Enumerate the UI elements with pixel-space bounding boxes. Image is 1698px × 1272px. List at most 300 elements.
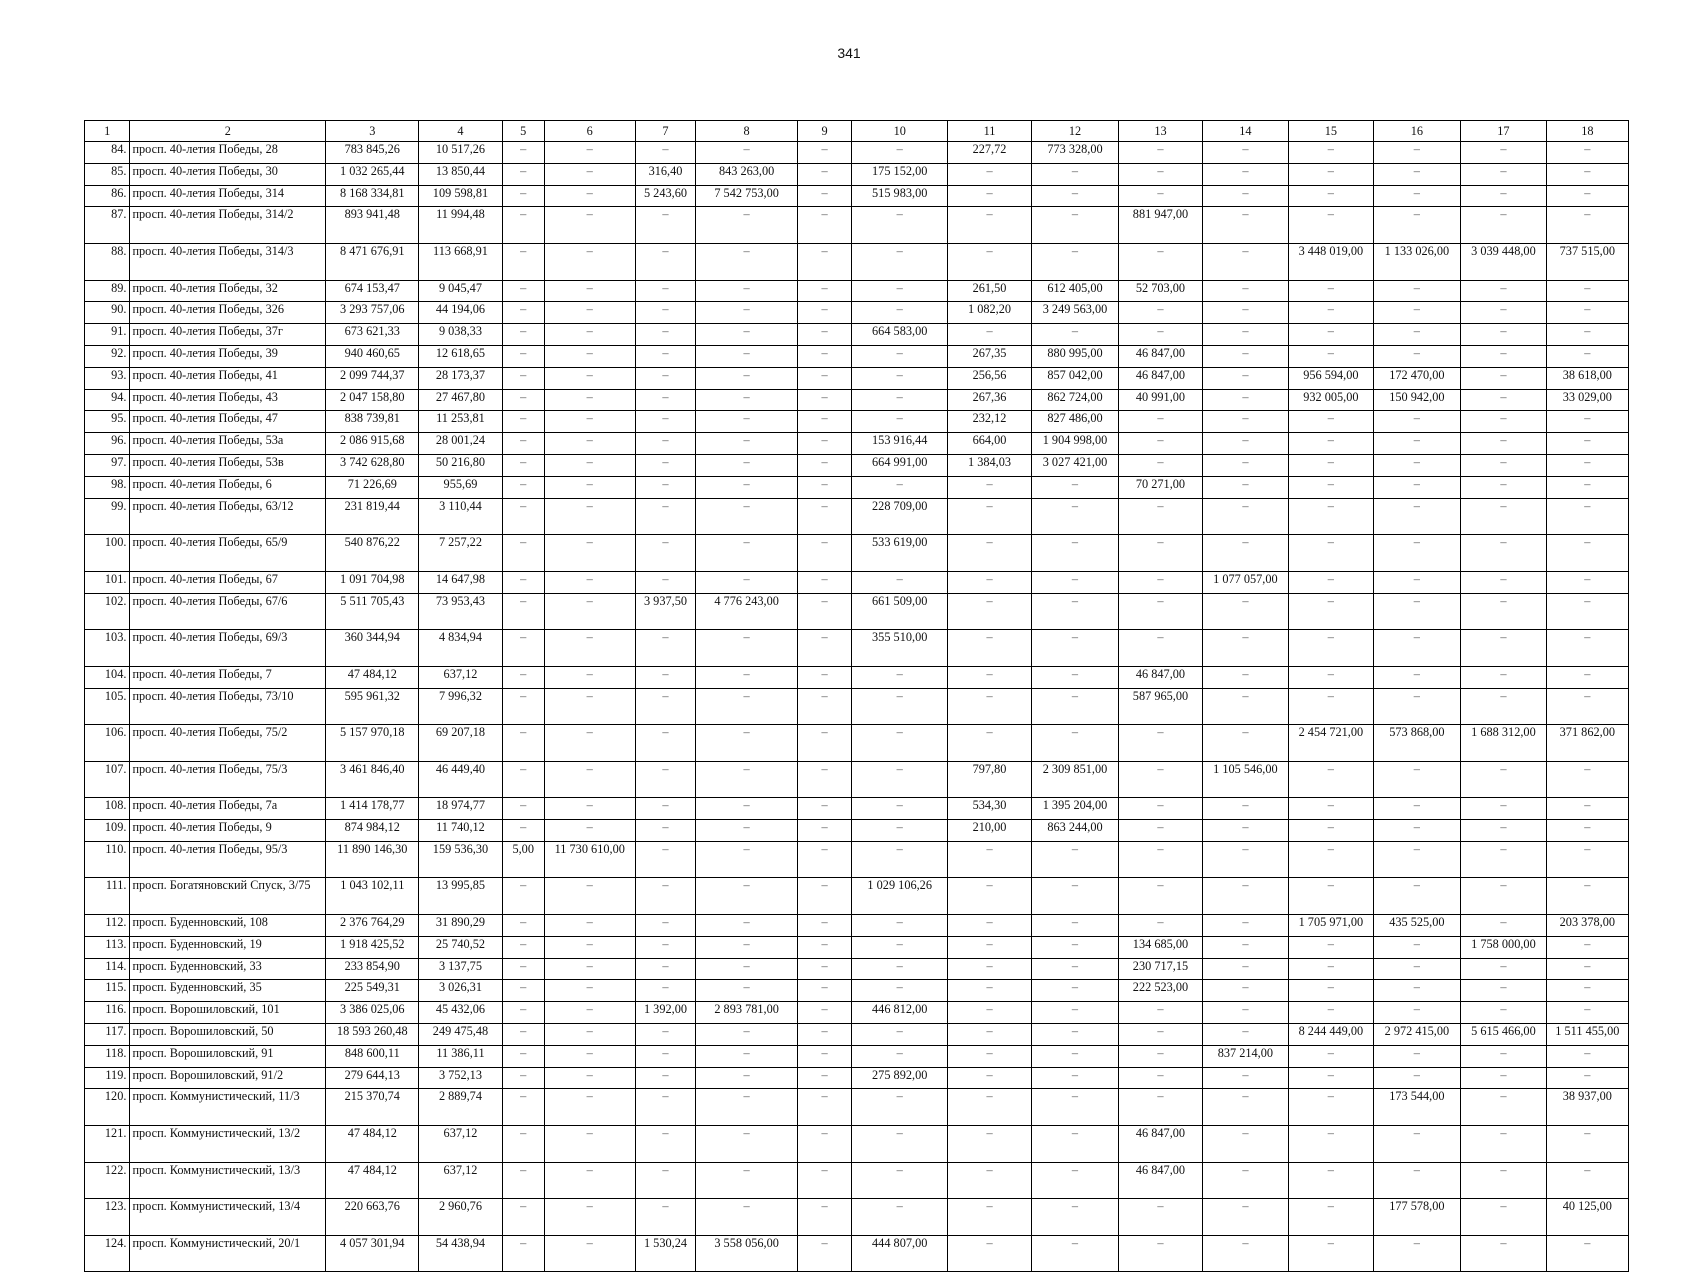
amount-cell: 45 432,06: [419, 1002, 502, 1024]
amount-cell: –: [1373, 345, 1461, 367]
amount-cell: –: [1546, 535, 1628, 572]
amount-cell: 8 168 334,81: [326, 185, 419, 207]
amount-cell: –: [1031, 476, 1119, 498]
amount-cell: –: [544, 163, 635, 185]
amount-cell: 3 448 019,00: [1289, 243, 1373, 280]
amount-cell: –: [1461, 302, 1546, 324]
amount-cell: –: [1119, 185, 1202, 207]
amount-cell: –: [1031, 571, 1119, 593]
amount-cell: –: [696, 1024, 798, 1046]
amount-cell: 12 618,65: [419, 345, 502, 367]
table-row: [85, 1024, 1629, 1046]
amount-cell: 230 717,15: [1119, 958, 1202, 980]
amount-cell: –: [1461, 1162, 1546, 1199]
amount-cell: –: [797, 389, 851, 411]
amount-cell: 1 043 102,11: [326, 878, 419, 915]
amount-cell: –: [852, 688, 948, 725]
amount-cell: –: [1546, 302, 1628, 324]
address-cell: просп. Буденновский, 108: [130, 915, 326, 937]
table-row: [85, 345, 1629, 367]
amount-cell: –: [797, 1162, 851, 1199]
amount-cell: 515 983,00: [852, 185, 948, 207]
amount-cell: –: [1031, 630, 1119, 667]
amount-cell: 940 460,65: [326, 345, 419, 367]
amount-cell: 33 029,00: [1546, 389, 1628, 411]
amount-cell: –: [948, 1002, 1031, 1024]
row-number: 123.: [85, 1199, 130, 1236]
address-cell: просп. Коммунистический, 11/3: [130, 1089, 326, 1126]
amount-cell: –: [635, 980, 696, 1002]
amount-cell: –: [1289, 666, 1373, 688]
amount-cell: –: [1031, 535, 1119, 572]
amount-cell: –: [1546, 936, 1628, 958]
amount-cell: –: [502, 345, 544, 367]
amount-cell: 261,50: [948, 280, 1031, 302]
amount-cell: –: [544, 1126, 635, 1163]
amount-cell: 28 173,37: [419, 367, 502, 389]
amount-cell: –: [696, 688, 798, 725]
amount-cell: –: [1031, 1002, 1119, 1024]
amount-cell: 2 960,76: [419, 1199, 502, 1236]
amount-cell: –: [1546, 433, 1628, 455]
amount-cell: –: [948, 324, 1031, 346]
column-header-18: 18: [1546, 121, 1628, 142]
amount-cell: –: [1289, 185, 1373, 207]
amount-cell: –: [1289, 958, 1373, 980]
amount-cell: 11 386,11: [419, 1045, 502, 1067]
amount-cell: 2 309 851,00: [1031, 761, 1119, 798]
amount-cell: –: [1546, 841, 1628, 878]
table-row: [85, 915, 1629, 937]
amount-cell: –: [797, 936, 851, 958]
amount-cell: –: [696, 142, 798, 164]
amount-cell: –: [1289, 1067, 1373, 1089]
amount-cell: 932 005,00: [1289, 389, 1373, 411]
amount-cell: –: [852, 1162, 948, 1199]
amount-cell: –: [544, 725, 635, 762]
amount-cell: –: [1546, 980, 1628, 1002]
address-cell: просп. 40-летия Победы, 53в: [130, 454, 326, 476]
amount-cell: –: [1202, 688, 1289, 725]
row-number: 91.: [85, 324, 130, 346]
amount-cell: –: [948, 243, 1031, 280]
amount-cell: 46 847,00: [1119, 666, 1202, 688]
table-row: [85, 280, 1629, 302]
amount-cell: –: [852, 666, 948, 688]
amount-cell: –: [696, 207, 798, 244]
amount-cell: 3 026,31: [419, 980, 502, 1002]
amount-cell: –: [544, 1199, 635, 1236]
amount-cell: 11 253,81: [419, 411, 502, 433]
amount-cell: 2 454 721,00: [1289, 725, 1373, 762]
amount-cell: –: [1461, 411, 1546, 433]
amount-cell: –: [696, 980, 798, 1002]
amount-cell: –: [544, 571, 635, 593]
amount-cell: 664 583,00: [852, 324, 948, 346]
amount-cell: 222 523,00: [1119, 980, 1202, 1002]
amount-cell: 783 845,26: [326, 142, 419, 164]
amount-cell: –: [502, 936, 544, 958]
amount-cell: –: [502, 1089, 544, 1126]
amount-cell: –: [852, 761, 948, 798]
table-row: [85, 498, 1629, 535]
table-row: [85, 761, 1629, 798]
amount-cell: 28 001,24: [419, 433, 502, 455]
amount-cell: –: [635, 476, 696, 498]
amount-cell: –: [1373, 571, 1461, 593]
amount-cell: –: [696, 535, 798, 572]
amount-cell: –: [1461, 433, 1546, 455]
amount-cell: 225 549,31: [326, 980, 419, 1002]
row-number: 113.: [85, 936, 130, 958]
amount-cell: –: [544, 936, 635, 958]
amount-cell: 5,00: [502, 841, 544, 878]
amount-cell: –: [948, 936, 1031, 958]
amount-cell: 2 893 781,00: [696, 1002, 798, 1024]
table-row: [85, 958, 1629, 980]
amount-cell: –: [1289, 454, 1373, 476]
row-number: 96.: [85, 433, 130, 455]
amount-cell: 674 153,47: [326, 280, 419, 302]
address-cell: просп. Коммунистический, 13/3: [130, 1162, 326, 1199]
amount-cell: 843 263,00: [696, 163, 798, 185]
amount-cell: –: [948, 163, 1031, 185]
amount-cell: 71 226,69: [326, 476, 419, 498]
amount-cell: –: [797, 1235, 851, 1272]
table-row: [85, 433, 1629, 455]
amount-cell: –: [797, 1002, 851, 1024]
amount-cell: 40 125,00: [1546, 1199, 1628, 1236]
amount-cell: –: [797, 476, 851, 498]
table-row: [85, 476, 1629, 498]
amount-cell: 44 194,06: [419, 302, 502, 324]
amount-cell: 3 293 757,06: [326, 302, 419, 324]
amount-cell: –: [852, 280, 948, 302]
amount-cell: –: [948, 1126, 1031, 1163]
row-number: 117.: [85, 1024, 130, 1046]
amount-cell: –: [797, 498, 851, 535]
amount-cell: 1 705 971,00: [1289, 915, 1373, 937]
amount-cell: –: [1289, 433, 1373, 455]
table-row: [85, 936, 1629, 958]
amount-cell: –: [635, 1024, 696, 1046]
column-header-8: 8: [696, 121, 798, 142]
amount-cell: –: [635, 142, 696, 164]
amount-cell: –: [1373, 1126, 1461, 1163]
table-row: [85, 207, 1629, 244]
amount-cell: 637,12: [419, 666, 502, 688]
amount-cell: –: [502, 1045, 544, 1067]
amount-cell: –: [1202, 476, 1289, 498]
amount-cell: –: [696, 367, 798, 389]
amount-cell: 893 941,48: [326, 207, 419, 244]
amount-cell: 7 257,22: [419, 535, 502, 572]
row-number: 92.: [85, 345, 130, 367]
amount-cell: –: [544, 142, 635, 164]
amount-cell: –: [1119, 243, 1202, 280]
row-number: 112.: [85, 915, 130, 937]
amount-cell: –: [1119, 1067, 1202, 1089]
amount-cell: –: [696, 302, 798, 324]
column-header-13: 13: [1119, 121, 1202, 142]
amount-cell: –: [1289, 207, 1373, 244]
amount-cell: 3 110,44: [419, 498, 502, 535]
amount-cell: 47 484,12: [326, 1126, 419, 1163]
amount-cell: –: [1461, 1199, 1546, 1236]
amount-cell: –: [1119, 142, 1202, 164]
address-cell: просп. Ворошиловский, 91: [130, 1045, 326, 1067]
amount-cell: –: [1546, 1067, 1628, 1089]
amount-cell: –: [1373, 798, 1461, 820]
amount-cell: –: [797, 1089, 851, 1126]
column-header-4: 4: [419, 121, 502, 142]
amount-cell: –: [1119, 498, 1202, 535]
amount-cell: 134 685,00: [1119, 936, 1202, 958]
amount-cell: –: [502, 980, 544, 1002]
amount-cell: 435 525,00: [1373, 915, 1461, 937]
table-row: [85, 324, 1629, 346]
amount-cell: 25 740,52: [419, 936, 502, 958]
amount-cell: –: [635, 958, 696, 980]
amount-cell: –: [502, 1126, 544, 1163]
row-number: 111.: [85, 878, 130, 915]
amount-cell: 664 991,00: [852, 454, 948, 476]
amount-cell: –: [948, 207, 1031, 244]
amount-cell: 4 776 243,00: [696, 593, 798, 630]
amount-cell: –: [948, 688, 1031, 725]
amount-cell: –: [544, 243, 635, 280]
amount-cell: –: [1373, 280, 1461, 302]
amount-cell: –: [544, 1067, 635, 1089]
amount-cell: –: [1202, 163, 1289, 185]
amount-cell: –: [1461, 1126, 1546, 1163]
amount-cell: –: [1202, 1162, 1289, 1199]
amount-cell: –: [544, 761, 635, 798]
amount-cell: –: [1461, 280, 1546, 302]
amount-cell: 11 890 146,30: [326, 841, 419, 878]
row-number: 97.: [85, 454, 130, 476]
amount-cell: –: [1461, 1067, 1546, 1089]
amount-cell: –: [635, 1162, 696, 1199]
amount-cell: –: [797, 1024, 851, 1046]
amount-cell: –: [1202, 280, 1289, 302]
amount-cell: 153 916,44: [852, 433, 948, 455]
amount-cell: –: [1373, 980, 1461, 1002]
row-number: 108.: [85, 798, 130, 820]
amount-cell: –: [1031, 1162, 1119, 1199]
row-number: 122.: [85, 1162, 130, 1199]
row-number: 124.: [85, 1235, 130, 1272]
address-cell: просп. 40-летия Победы, 95/3: [130, 841, 326, 878]
amount-cell: 956 594,00: [1289, 367, 1373, 389]
page-number: 341: [837, 45, 861, 61]
amount-cell: –: [544, 820, 635, 842]
address-cell: просп. 40-летия Победы, 75/3: [130, 761, 326, 798]
amount-cell: –: [1031, 915, 1119, 937]
amount-cell: –: [948, 666, 1031, 688]
amount-cell: –: [948, 1199, 1031, 1236]
amount-cell: –: [1546, 185, 1628, 207]
amount-cell: –: [1202, 820, 1289, 842]
amount-cell: 249 475,48: [419, 1024, 502, 1046]
amount-cell: –: [1373, 142, 1461, 164]
row-number: 86.: [85, 185, 130, 207]
amount-cell: 1 918 425,52: [326, 936, 419, 958]
column-header-16: 16: [1373, 121, 1461, 142]
amount-cell: 3 752,13: [419, 1067, 502, 1089]
amount-cell: –: [1373, 958, 1461, 980]
amount-cell: 371 862,00: [1546, 725, 1628, 762]
amount-cell: –: [1202, 433, 1289, 455]
table-row: [85, 798, 1629, 820]
table-row: [85, 535, 1629, 572]
amount-cell: –: [1289, 936, 1373, 958]
amount-cell: –: [1031, 725, 1119, 762]
amount-cell: –: [635, 1089, 696, 1126]
amount-cell: 7 996,32: [419, 688, 502, 725]
amount-cell: 1 530,24: [635, 1235, 696, 1272]
amount-cell: 1 688 312,00: [1461, 725, 1546, 762]
amount-cell: –: [1289, 1235, 1373, 1272]
amount-cell: –: [696, 841, 798, 878]
row-number: 107.: [85, 761, 130, 798]
amount-cell: 5 243,60: [635, 185, 696, 207]
amount-cell: 70 271,00: [1119, 476, 1202, 498]
row-number: 85.: [85, 163, 130, 185]
amount-cell: 256,56: [948, 367, 1031, 389]
amount-cell: 4 834,94: [419, 630, 502, 667]
amount-cell: –: [1119, 841, 1202, 878]
amount-cell: 47 484,12: [326, 1162, 419, 1199]
amount-cell: –: [696, 280, 798, 302]
amount-cell: –: [948, 1067, 1031, 1089]
amount-cell: –: [1289, 476, 1373, 498]
amount-cell: 2 889,74: [419, 1089, 502, 1126]
amount-cell: –: [696, 454, 798, 476]
amount-cell: –: [1373, 820, 1461, 842]
amount-cell: –: [1031, 243, 1119, 280]
amount-cell: –: [1373, 761, 1461, 798]
address-cell: просп. 40-летия Победы, 37г: [130, 324, 326, 346]
amount-cell: 73 953,43: [419, 593, 502, 630]
amount-cell: –: [544, 345, 635, 367]
amount-cell: –: [544, 389, 635, 411]
amount-cell: –: [852, 243, 948, 280]
amount-cell: –: [797, 571, 851, 593]
amount-cell: –: [1546, 630, 1628, 667]
amount-cell: 150 942,00: [1373, 389, 1461, 411]
amount-cell: –: [544, 476, 635, 498]
table-row: [85, 454, 1629, 476]
table-row: [85, 841, 1629, 878]
amount-cell: –: [502, 163, 544, 185]
amount-cell: –: [1461, 878, 1546, 915]
amount-cell: 13 850,44: [419, 163, 502, 185]
amount-cell: –: [1373, 411, 1461, 433]
amount-cell: 54 438,94: [419, 1235, 502, 1272]
amount-cell: 159 536,30: [419, 841, 502, 878]
amount-cell: –: [696, 915, 798, 937]
row-number: 116.: [85, 1002, 130, 1024]
amount-cell: –: [502, 820, 544, 842]
address-cell: просп. 40-летия Победы, 326: [130, 302, 326, 324]
amount-cell: 3 558 056,00: [696, 1235, 798, 1272]
amount-cell: 2 086 915,68: [326, 433, 419, 455]
amount-cell: –: [502, 389, 544, 411]
amount-cell: –: [1546, 411, 1628, 433]
amount-cell: 227,72: [948, 142, 1031, 164]
amount-cell: 573 868,00: [1373, 725, 1461, 762]
amount-cell: 1 133 026,00: [1373, 243, 1461, 280]
table-row: [85, 688, 1629, 725]
amount-cell: –: [948, 1024, 1031, 1046]
amount-cell: –: [544, 302, 635, 324]
column-header-9: 9: [797, 121, 851, 142]
amount-cell: –: [1289, 630, 1373, 667]
amount-cell: 316,40: [635, 163, 696, 185]
address-cell: просп. 40-летия Победы, 39: [130, 345, 326, 367]
amount-cell: –: [948, 1162, 1031, 1199]
amount-cell: –: [1461, 1235, 1546, 1272]
amount-cell: –: [502, 1024, 544, 1046]
amount-cell: –: [1119, 1024, 1202, 1046]
row-number: 105.: [85, 688, 130, 725]
amount-cell: –: [797, 1126, 851, 1163]
address-cell: просп. 40-летия Победы, 67/6: [130, 593, 326, 630]
amount-cell: 1 414 178,77: [326, 798, 419, 820]
amount-cell: –: [635, 367, 696, 389]
amount-cell: –: [1119, 571, 1202, 593]
amount-cell: –: [1202, 142, 1289, 164]
amount-cell: –: [502, 535, 544, 572]
amount-cell: 18 593 260,48: [326, 1024, 419, 1046]
amount-cell: –: [544, 688, 635, 725]
table-row: [85, 878, 1629, 915]
amount-cell: 69 207,18: [419, 725, 502, 762]
amount-cell: –: [544, 498, 635, 535]
address-cell: просп. 40-летия Победы, 28: [130, 142, 326, 164]
amount-cell: –: [544, 433, 635, 455]
amount-cell: –: [502, 433, 544, 455]
address-cell: просп. 40-летия Победы, 63/12: [130, 498, 326, 535]
amount-cell: –: [1202, 535, 1289, 572]
address-cell: просп. 40-летия Победы, 30: [130, 163, 326, 185]
amount-cell: 534,30: [948, 798, 1031, 820]
amount-cell: –: [544, 1162, 635, 1199]
amount-cell: –: [1031, 324, 1119, 346]
column-header-3: 3: [326, 121, 419, 142]
amount-cell: –: [1461, 1045, 1546, 1067]
amount-cell: –: [1031, 207, 1119, 244]
amount-cell: 874 984,12: [326, 820, 419, 842]
amount-cell: 797,80: [948, 761, 1031, 798]
amount-cell: 1 384,03: [948, 454, 1031, 476]
amount-cell: –: [696, 1067, 798, 1089]
amount-cell: –: [852, 936, 948, 958]
amount-cell: 215 370,74: [326, 1089, 419, 1126]
amount-cell: 837 214,00: [1202, 1045, 1289, 1067]
amount-cell: –: [544, 207, 635, 244]
amount-cell: –: [1546, 593, 1628, 630]
amount-cell: –: [948, 498, 1031, 535]
amount-cell: –: [948, 1089, 1031, 1126]
amount-cell: –: [1546, 761, 1628, 798]
amount-cell: 587 965,00: [1119, 688, 1202, 725]
address-cell: просп. 40-летия Победы, 47: [130, 411, 326, 433]
amount-cell: 3 249 563,00: [1031, 302, 1119, 324]
amount-cell: –: [1546, 1126, 1628, 1163]
amount-cell: 737 515,00: [1546, 243, 1628, 280]
